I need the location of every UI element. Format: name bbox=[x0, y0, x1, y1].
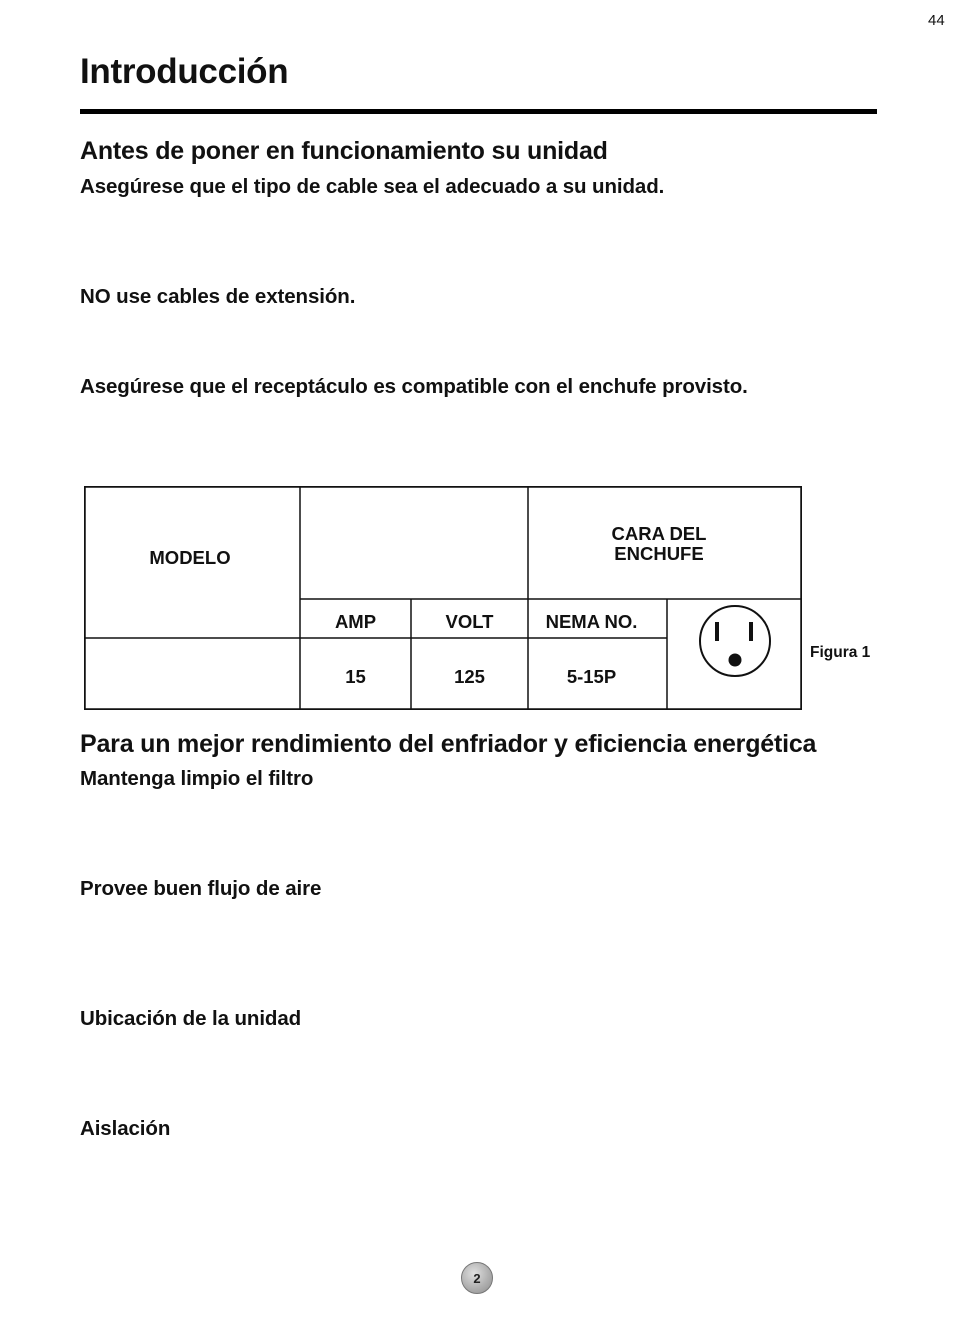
section-heading-before-operating: Antes de poner en funcionamiento su unidad bbox=[80, 137, 608, 165]
item-no-extension-cables: NO use cables de extensión. bbox=[80, 285, 356, 308]
page-number: 2 bbox=[473, 1270, 481, 1286]
table-cell-nema-value: 5-15P bbox=[566, 666, 617, 687]
section-heading-better-performance: Para un mejor rendimiento del enfriador y eficiencia energética bbox=[80, 730, 817, 758]
table-cell-volt-value: 125 bbox=[454, 666, 485, 687]
subheading-cable-type: Asegúrese que el tipo de cable sea el adecuado a su unidad. bbox=[80, 175, 665, 198]
table-col-volt: VOLT bbox=[445, 611, 494, 632]
corner-page-number: 44 bbox=[928, 12, 945, 29]
table-col-nema: NEMA NO. bbox=[545, 611, 638, 632]
table-col-amp: AMP bbox=[334, 611, 377, 632]
item-good-airflow: Provee buen flujo de aire bbox=[80, 877, 322, 900]
item-keep-filter-clean: Mantenga limpio el filtro bbox=[80, 767, 314, 790]
item-unit-location: Ubicación de la unidad bbox=[80, 1007, 302, 1030]
item-insulation: Aislación bbox=[80, 1117, 171, 1140]
electrical-spec-table bbox=[84, 486, 802, 710]
table-header-plug-face: CARA DEL ENCHUFE bbox=[611, 523, 707, 564]
outlet-icon bbox=[700, 606, 770, 676]
page-title: Introducción bbox=[80, 52, 289, 91]
figure-label: Figura 1 bbox=[810, 644, 871, 661]
page-number-badge bbox=[461, 1262, 493, 1294]
table-header-model: MODELO bbox=[149, 547, 231, 568]
title-rule bbox=[80, 109, 877, 114]
item-receptacle-compatible: Asegúrese que el receptáculo es compatible con el enchufe provisto. bbox=[80, 375, 748, 398]
table-cell-amp-value: 15 bbox=[345, 666, 366, 687]
